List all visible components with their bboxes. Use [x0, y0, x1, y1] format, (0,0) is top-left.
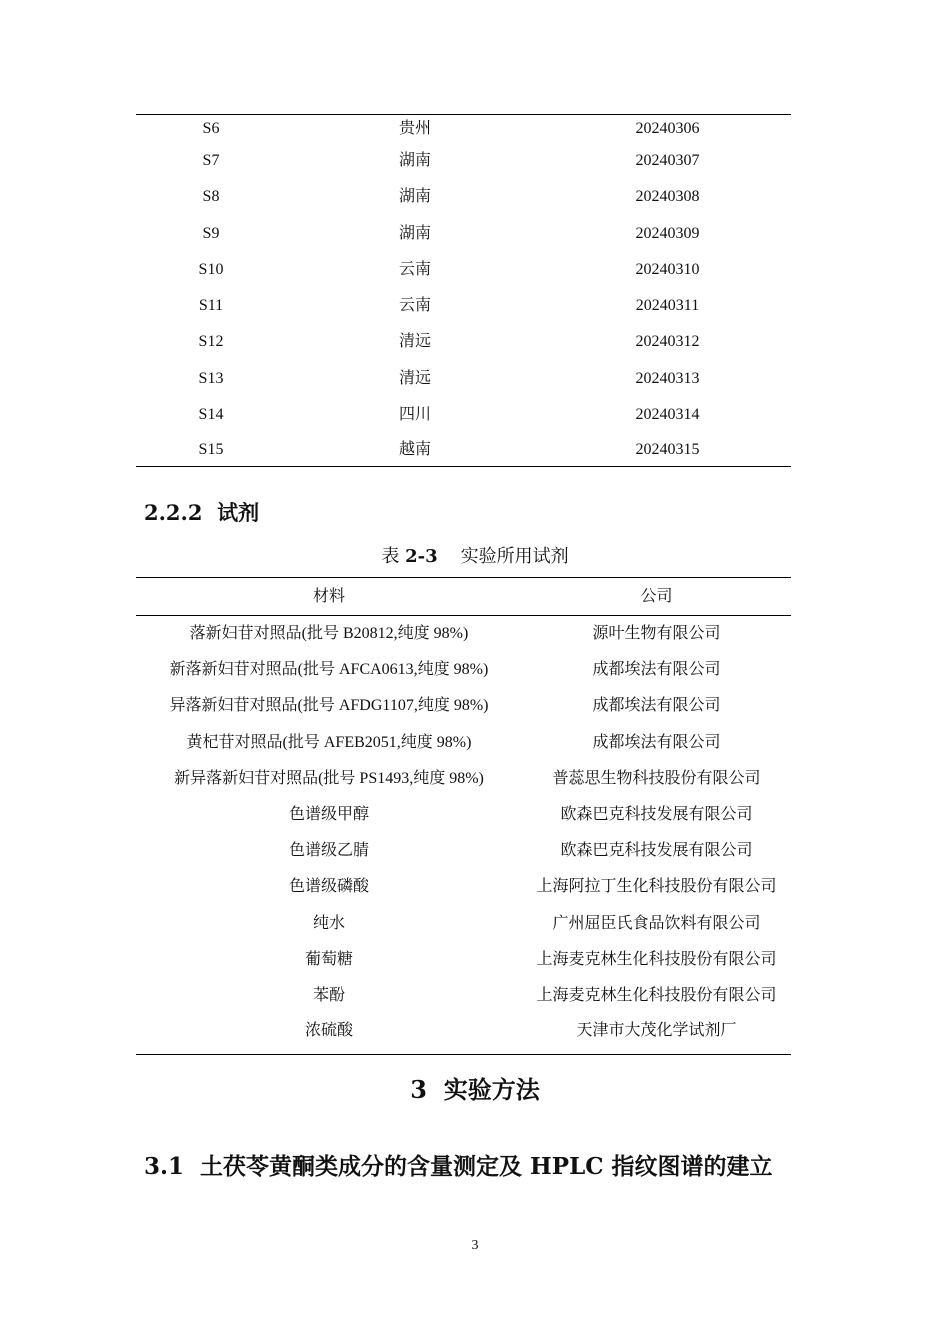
origin-cell: 云南 — [398, 297, 431, 315]
section-number: 2.2.2 — [144, 500, 203, 525]
table-row — [136, 115, 791, 144]
material-cell: 色谱级磷酸 — [288, 878, 369, 896]
material-cell: 色谱级乙腈 — [288, 842, 369, 860]
table-row — [136, 797, 791, 833]
sample-id-cell: S6 — [202, 120, 220, 137]
samples-table — [136, 114, 791, 467]
caption-title: 实验所用试剂 — [460, 546, 569, 567]
page-number: 3 — [471, 1238, 479, 1253]
batch-cell: 20240312 — [635, 333, 700, 351]
sample-id-cell: S15 — [198, 441, 224, 459]
table-row — [136, 652, 791, 688]
section-heading-2-2-2 — [144, 497, 259, 527]
header-company: 公司 — [522, 578, 791, 616]
sample-id-cell: S14 — [198, 406, 224, 424]
material-cell: 浓硫酸 — [304, 1022, 353, 1040]
chapter-title: 实验方法 — [443, 1075, 540, 1104]
company-cell: 广州屈臣氏食品饮料有限公司 — [552, 914, 761, 932]
batch-cell: 20240314 — [635, 406, 700, 424]
company-cell: 天津市大茂化学试剂厂 — [576, 1022, 737, 1040]
sample-id-cell: S7 — [202, 152, 220, 169]
material-cell: 纯水 — [312, 914, 345, 932]
origin-cell: 湖南 — [398, 224, 431, 242]
company-cell: 上海麦克林生化科技股份有限公司 — [536, 987, 777, 1005]
company-cell: 普蕊思生物科技股份有限公司 — [552, 769, 761, 787]
table-row — [136, 688, 791, 724]
origin-cell: 清远 — [398, 369, 431, 387]
sample-id-cell: S13 — [198, 369, 224, 387]
table-row — [136, 179, 791, 215]
sample-id-cell: S12 — [198, 333, 224, 351]
table-header-row — [136, 578, 791, 616]
table-row — [136, 833, 791, 869]
origin-cell: 贵州 — [398, 120, 431, 137]
table-row — [136, 397, 791, 433]
table-row — [136, 252, 791, 288]
company-cell: 欧森巴克科技发展有限公司 — [560, 842, 753, 860]
section-title: 试剂 — [217, 500, 260, 525]
chapter-number: 3 — [410, 1075, 427, 1104]
origin-cell: 清远 — [398, 333, 431, 351]
material-cell: 苯酚 — [312, 987, 345, 1005]
header-material: 材料 — [136, 578, 522, 616]
table-row — [136, 906, 791, 942]
table-row — [136, 361, 791, 397]
caption-prefix: 表 — [381, 546, 400, 567]
batch-cell: 20240313 — [635, 369, 700, 387]
material-cell: 异落新妇苷对照品(批号 AFDG1107,纯度 98%) — [169, 697, 489, 715]
table-row — [136, 288, 791, 324]
material-cell: 葡萄糖 — [304, 950, 353, 968]
company-cell: 欧森巴克科技发展有限公司 — [560, 806, 753, 824]
table-row — [136, 942, 791, 978]
sample-id-cell: S11 — [198, 297, 224, 315]
origin-cell: 湖南 — [398, 152, 431, 169]
company-cell: 上海阿拉丁生化科技股份有限公司 — [536, 878, 777, 896]
batch-cell: 20240315 — [635, 441, 700, 459]
material-cell: 新落新妇苷对照品(批号 AFCA0613,纯度 98%) — [169, 661, 489, 679]
table-row — [136, 216, 791, 252]
table-row — [136, 433, 791, 467]
origin-cell: 越南 — [398, 441, 431, 459]
table-row — [136, 143, 791, 179]
table-row — [136, 616, 791, 653]
section-number: 3.1 — [144, 1153, 185, 1180]
origin-cell: 云南 — [398, 260, 431, 278]
section-heading-3-1 — [144, 1148, 773, 1181]
table-row — [136, 978, 791, 1014]
material-cell: 色谱级甲醇 — [288, 806, 369, 824]
caption-number: 2-3 — [405, 546, 438, 567]
table-row — [136, 1014, 791, 1055]
material-cell: 落新妇苷对照品(批号 B20812,纯度 98%) — [189, 625, 469, 642]
reagents-table — [136, 577, 791, 1055]
sample-id-cell: S8 — [202, 188, 220, 206]
batch-cell: 20240306 — [635, 120, 700, 137]
company-cell: 成都埃法有限公司 — [592, 697, 721, 715]
batch-cell: 20240308 — [635, 188, 700, 206]
batch-cell: 20240311 — [635, 297, 700, 315]
table-row — [136, 725, 791, 761]
material-cell: 黄杞苷对照品(批号 AFEB2051,纯度 98%) — [186, 733, 472, 751]
company-cell: 上海麦克林生化科技股份有限公司 — [536, 950, 777, 968]
table-row — [136, 761, 791, 797]
origin-cell: 四川 — [398, 406, 431, 424]
material-cell: 新异落新妇苷对照品(批号 PS1493,纯度 98%) — [174, 769, 484, 787]
batch-cell: 20240307 — [635, 152, 700, 169]
origin-cell: 湖南 — [398, 188, 431, 206]
table-row — [136, 869, 791, 905]
sample-id-cell: S10 — [198, 260, 224, 278]
chapter-heading-3 — [0, 1070, 950, 1105]
company-cell: 源叶生物有限公司 — [592, 625, 721, 642]
sample-id-cell: S9 — [202, 224, 220, 242]
table-caption — [0, 542, 950, 568]
batch-cell: 20240310 — [635, 260, 700, 278]
batch-cell: 20240309 — [635, 224, 700, 242]
company-cell: 成都埃法有限公司 — [592, 733, 721, 751]
section-title: 土茯苓黄酮类成分的含量测定及 HPLC 指纹图谱的建立 — [200, 1153, 773, 1180]
table-row — [136, 324, 791, 360]
company-cell: 成都埃法有限公司 — [592, 661, 721, 679]
